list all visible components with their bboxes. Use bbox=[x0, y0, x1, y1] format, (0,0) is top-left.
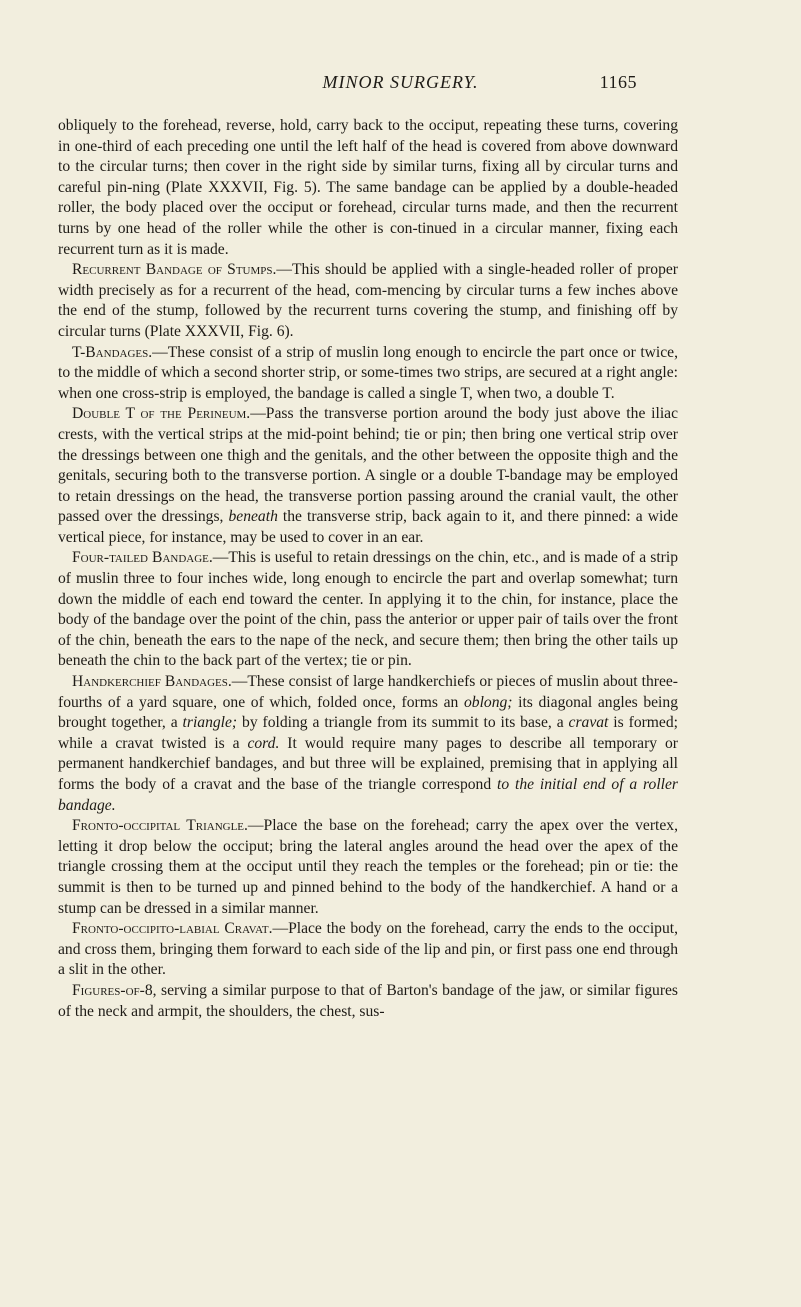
section-heading: Fronto-occipital Triangle. bbox=[72, 817, 248, 835]
section-heading: Figures-of-8, bbox=[72, 981, 157, 999]
body-text bbox=[58, 116, 678, 1022]
paragraph: Fronto-occipito-labial Cravat.—Place the body on the forehead, carry the ends to the occiput, and cross them, bringing them forward to each side of the lip and pin, or first pass one end through a slit in the other. bbox=[58, 920, 678, 979]
paragraph: Double T of the Perineum.—Pass the transverse portion around the body just above the iliac crests, with the vertical strips at the mid-point behind; tie or pin; then bring one vertical strip over the dressings between one thigh and the genitals, and the other between the opposite thigh and the genitals, securing both to the transverse portion. A single or a double T-bandage may be employed to retain dressings on the head, the transverse portion passing around the cranial vault, the other passed over the dressings, beneath the transverse strip, back again to it, and there pinned: a wide vertical piece, for instance, may be used to cover in an ear. bbox=[58, 405, 678, 546]
section-heading: Handkerchief Bandages. bbox=[72, 673, 232, 691]
paragraph: T-Bandages.—These consist of a strip of muslin long enough to encircle the part once or twice, to the middle of which a second shorter strip, or some-times two strips, are secured at a right angle: when one cross-strip is employed, the bandage is called a single T, when two, a double T. bbox=[58, 343, 678, 402]
paragraph: obliquely to the forehead, reverse, hold, carry back to the occiput, repeating these turns, covering in one-third of each preceding one until the left half of the head is covered from above downward to the circular turns; then cover in the right side by similar turns, fixing all by circular turns and careful pin-ning (Plate XXXVII, Fig. 5). The same bandage can be applied by a double-headed roller, the body placed over the occiput or forehead, circular turns made, and then the recurrent turns by one head of the roller while the other is con-tinued in a circular manner, fixing each recurrent turn as it is made. bbox=[58, 117, 678, 258]
section-heading: Fronto-occipito-labial Cravat. bbox=[72, 920, 273, 938]
paragraph: Fronto-occipital Triangle.—Place the base on the forehead; carry the apex over the vertex, letting it drop below the occiput; bring the lateral angles around the head over the apex of the triangle crossing them at the occiput until they reach the temples or the forehead; pin or tie: the summit is then to be turned up and pinned behind to the body of the handkerchief. A hand or a stump can be dressed in a similar manner. bbox=[58, 817, 678, 917]
page-number: 1165 bbox=[599, 72, 637, 92]
section-heading: Four-tailed Bandage. bbox=[72, 549, 213, 567]
page-header bbox=[0, 72, 801, 98]
section-heading: Double T of the Perineum. bbox=[72, 405, 251, 423]
section-heading: Recurrent Bandage of Stumps. bbox=[72, 261, 277, 279]
paragraph: Recurrent Bandage of Stumps.—This should be applied with a single-headed roller of proper width precisely as for a recurrent of the head, com-mencing by circular turns a few inches above the end of the stump, followed by the recurrent turns covering the stump, and finishing off by circular turns (Plate XXXVII, Fig. 6). bbox=[58, 261, 678, 340]
section-heading: T-Bandages. bbox=[72, 343, 153, 361]
paragraph: Handkerchief Bandages.—These consist of large handkerchiefs or pieces of muslin about three-fourths of a yard square, one of which, folded once, forms an oblong; its diagonal angles being brought together, a triangle; by folding a triangle from its summit to its base, a cravat is formed; while a cravat twisted is a cord. It would require many pages to describe all temporary or permanent handkerchief bandages, and but three will be explained, premising that in applying all forms the body of a cravat and the base of the triangle correspond to the initial end of a roller bandage. bbox=[58, 673, 678, 814]
paragraph: Four-tailed Bandage.—This is useful to retain dressings on the chin, etc., and is made of a strip of muslin three to four inches wide, long enough to encircle the part and overlap somewhat; turn down the middle of each end toward the center. In applying it to the chin, for instance, place the body of the bandage over the point of the chin, pass the anterior or upper pair of tails over the front of the chin, beneath the ears to the nape of the neck, and secure them; then bring the other tails up beneath the chin to the back part of the vertex; tie or pin. bbox=[58, 549, 678, 670]
running-title: MINOR SURGERY. bbox=[322, 72, 479, 92]
paragraph: Figures-of-8, serving a similar purpose to that of Barton's bandage of the jaw, or similar figures of the neck and armpit, the shoulders, the chest, sus- bbox=[58, 981, 678, 1020]
